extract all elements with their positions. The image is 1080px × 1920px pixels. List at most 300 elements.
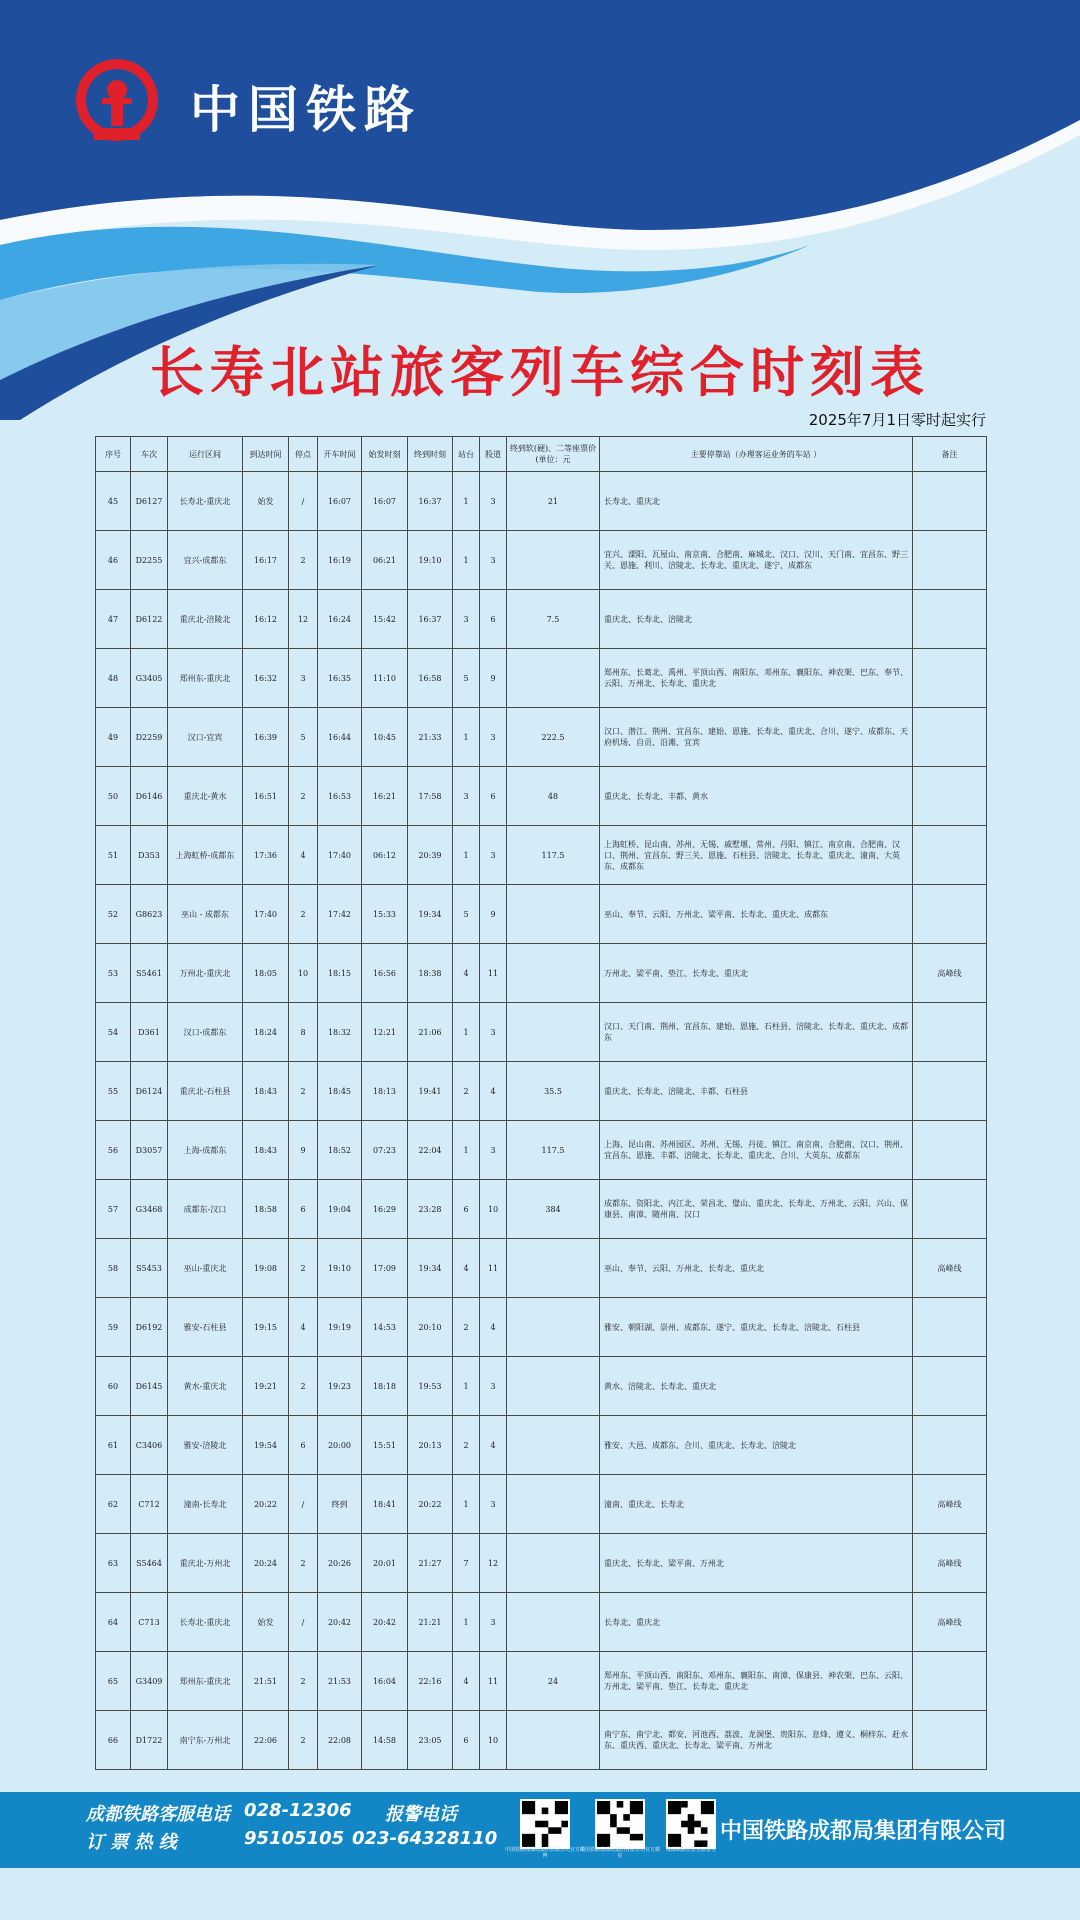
table-cell: [507, 1534, 600, 1593]
table-cell: D2255: [131, 531, 168, 590]
table-cell: 51: [96, 826, 131, 885]
table-row: [96, 1003, 987, 1062]
table-cell: [507, 1003, 600, 1062]
table-cell: [507, 1593, 600, 1652]
table-cell: D6146: [131, 767, 168, 826]
table-cell: 16:37: [408, 590, 453, 649]
table-cell: 22:04: [408, 1121, 453, 1180]
page-title: 长寿北站旅客列车综合时刻表: [150, 341, 930, 404]
table-cell: 上海-成都东: [168, 1121, 243, 1180]
table-cell: 3: [480, 708, 507, 767]
table-cell: 5: [453, 649, 480, 708]
table-cell: 4: [289, 826, 318, 885]
table-cell: 60: [96, 1357, 131, 1416]
table-cell: 17:36: [243, 826, 289, 885]
table-cell: 19:10: [408, 531, 453, 590]
table-cell: 18:45: [318, 1062, 362, 1121]
table-cell: [507, 531, 600, 590]
table-cell: 2: [289, 1711, 318, 1770]
table-cell: 2: [289, 885, 318, 944]
table-cell: 雅安、大邑、成都东、合川、重庆北、长寿北、涪陵北: [600, 1416, 913, 1475]
table-cell: [913, 885, 987, 944]
table-cell: 23:28: [408, 1180, 453, 1239]
table-row: [96, 1534, 987, 1593]
table-cell: 22:16: [408, 1652, 453, 1711]
table-cell: 万州北、梁平南、垫江、长寿北、重庆北: [600, 944, 913, 1003]
table-cell: D3057: [131, 1121, 168, 1180]
table-cell: 16:24: [318, 590, 362, 649]
table-cell: [507, 1239, 600, 1298]
column-header: 开车时间: [318, 437, 362, 472]
table-cell: 上海、昆山南、苏州园区、苏州、无锡、丹徒、镇江、南京南、合肥南、汉口、荆州、宜昌东、恩施、丰都、涪陵北、长寿北、重庆北、合川、大英东、成都东: [600, 1121, 913, 1180]
table-cell: 终到: [318, 1475, 362, 1534]
table-cell: [913, 1180, 987, 1239]
table-cell: 1: [453, 1003, 480, 1062]
table-cell: 24: [507, 1652, 600, 1711]
table-cell: 4: [453, 1239, 480, 1298]
table-cell: 17:42: [318, 885, 362, 944]
table-cell: 重庆北-涪陵北: [168, 590, 243, 649]
table-cell: [507, 944, 600, 1003]
qr-code-weibo[interactable]: [520, 1799, 570, 1849]
table-cell: 47: [96, 590, 131, 649]
table-cell: 16:44: [318, 708, 362, 767]
timetable: [95, 436, 987, 1770]
table-cell: 8: [289, 1003, 318, 1062]
table-cell: 12: [480, 1534, 507, 1593]
table-cell: [507, 1711, 600, 1770]
table-cell: 20:42: [318, 1593, 362, 1652]
table-cell: 7: [453, 1534, 480, 1593]
table-cell: G3405: [131, 649, 168, 708]
table-row: [96, 708, 987, 767]
table-cell: [913, 531, 987, 590]
table-cell: 45: [96, 472, 131, 531]
table-row: [96, 649, 987, 708]
table-cell: S5461: [131, 944, 168, 1003]
table-cell: 11: [480, 1652, 507, 1711]
table-cell: 35.5: [507, 1062, 600, 1121]
table-cell: 18:52: [318, 1121, 362, 1180]
booking-phone[interactable]: 95105105: [244, 1828, 345, 1849]
china-railway-logo: [72, 58, 162, 148]
table-cell: 重庆北、长寿北、涪陵北、丰都、石柱县: [600, 1062, 913, 1121]
table-cell: 重庆北-石柱县: [168, 1062, 243, 1121]
table-cell: 53: [96, 944, 131, 1003]
table-cell: 黄水-重庆北: [168, 1357, 243, 1416]
table-cell: 2: [289, 1534, 318, 1593]
table-cell: 潼南-长寿北: [168, 1475, 243, 1534]
table-body: [96, 472, 987, 1770]
table-row: [96, 885, 987, 944]
service-phone[interactable]: 028-12306: [244, 1800, 352, 1821]
qr-code-wechat[interactable]: [595, 1799, 645, 1849]
table-cell: D6192: [131, 1298, 168, 1357]
table-cell: [913, 1121, 987, 1180]
table-cell: 16:29: [362, 1180, 408, 1239]
table-cell: 6: [480, 590, 507, 649]
table-row: [96, 1298, 987, 1357]
table-row: [96, 1416, 987, 1475]
table-cell: 高峰线: [913, 1534, 987, 1593]
table-row: [96, 1062, 987, 1121]
table-cell: 19:54: [243, 1416, 289, 1475]
table-cell: 巫山、奉节、云阳、万州北、长寿北、重庆北: [600, 1239, 913, 1298]
table-cell: 16:51: [243, 767, 289, 826]
table-cell: 58: [96, 1239, 131, 1298]
table-cell: 66: [96, 1711, 131, 1770]
table-cell: 16:35: [318, 649, 362, 708]
table-cell: 1: [453, 1475, 480, 1534]
table-cell: 117.5: [507, 1121, 600, 1180]
table-cell: [913, 1652, 987, 1711]
table-cell: 19:34: [408, 885, 453, 944]
table-cell: 16:56: [362, 944, 408, 1003]
table-cell: 3: [480, 1593, 507, 1652]
table-cell: S5464: [131, 1534, 168, 1593]
table-cell: 06:21: [362, 531, 408, 590]
table-cell: 巫山-重庆北: [168, 1239, 243, 1298]
table-cell: 48: [507, 767, 600, 826]
table-cell: 4: [453, 1652, 480, 1711]
column-header: 主要停靠站（办理客运业务的车站 ）: [600, 437, 913, 472]
table-cell: 4: [480, 1416, 507, 1475]
table-cell: 2: [453, 1062, 480, 1121]
table-cell: D6124: [131, 1062, 168, 1121]
table-cell: 1: [453, 708, 480, 767]
table-cell: 52: [96, 885, 131, 944]
table-cell: D361: [131, 1003, 168, 1062]
table-cell: 3: [480, 1357, 507, 1416]
table-cell: 22:08: [318, 1711, 362, 1770]
table-cell: 南宁东、南宁北、都安、河池西、荔波、龙洞堡、贵阳东、息烽、遵义、桐梓东、赶水东、重庆西、重庆北、长寿北、梁平南、万州北: [600, 1711, 913, 1770]
table-cell: 20:13: [408, 1416, 453, 1475]
table-cell: 20:22: [243, 1475, 289, 1534]
table-cell: 1: [453, 531, 480, 590]
table-cell: 3: [453, 590, 480, 649]
table-cell: 16:39: [243, 708, 289, 767]
table-cell: [913, 1416, 987, 1475]
table-cell: 62: [96, 1475, 131, 1534]
table-cell: 9: [480, 649, 507, 708]
table-cell: G8623: [131, 885, 168, 944]
table-cell: 始发: [243, 1593, 289, 1652]
table-cell: 雅安、朝阳湖、崇州、成都东、遂宁、重庆北、长寿北、涪陵北、石柱县: [600, 1298, 913, 1357]
table-cell: 2: [289, 1652, 318, 1711]
table-cell: 57: [96, 1180, 131, 1239]
table-cell: 21:33: [408, 708, 453, 767]
table-row: [96, 590, 987, 649]
table-row: [96, 531, 987, 590]
table-cell: C713: [131, 1593, 168, 1652]
table-cell: 19:41: [408, 1062, 453, 1121]
table-cell: 高峰线: [913, 1593, 987, 1652]
table-cell: 49: [96, 708, 131, 767]
table-cell: 15:51: [362, 1416, 408, 1475]
table-row: [96, 1357, 987, 1416]
column-header: 车次: [131, 437, 168, 472]
table-cell: 20:10: [408, 1298, 453, 1357]
table-cell: 郑州东-重庆北: [168, 1652, 243, 1711]
service-label: 成都铁路客服电话: [86, 1804, 230, 1825]
table-cell: 61: [96, 1416, 131, 1475]
table-cell: 21:21: [408, 1593, 453, 1652]
table-cell: 20:24: [243, 1534, 289, 1593]
table-cell: 23:05: [408, 1711, 453, 1770]
table-cell: 长寿北-重庆北: [168, 472, 243, 531]
table-cell: 雅安-涪陵北: [168, 1416, 243, 1475]
table-cell: 16:21: [362, 767, 408, 826]
table-cell: 22:06: [243, 1711, 289, 1770]
table-row: [96, 472, 987, 531]
table-cell: 16:37: [408, 472, 453, 531]
table-cell: 117.5: [507, 826, 600, 885]
table-cell: 1: [453, 1593, 480, 1652]
table-cell: 17:40: [243, 885, 289, 944]
table-row: [96, 1180, 987, 1239]
table-cell: 重庆北、长寿北、丰都、黄水: [600, 767, 913, 826]
table-cell: 11:10: [362, 649, 408, 708]
table-cell: /: [289, 1593, 318, 1652]
table-cell: 郑州东、长葛北、禹州、平顶山西、南阳东、邓州东、襄阳东、神农架、巴东、奉节、云阳、万州北、长寿北、重庆北: [600, 649, 913, 708]
table-cell: 高峰线: [913, 1239, 987, 1298]
table-cell: 18:05: [243, 944, 289, 1003]
table-cell: 16:17: [243, 531, 289, 590]
table-cell: /: [289, 472, 318, 531]
table-cell: 宜兴、溧阳、瓦屋山、南京南、合肥南、麻城北、汉口、汉川、天门南、宜昌东、野三关、恩施、利川、涪陵北、长寿北、重庆北、遂宁、成都东: [600, 531, 913, 590]
column-header: 站台: [453, 437, 480, 472]
column-header: 停点: [289, 437, 318, 472]
table-cell: 黄水、涪陵北、长寿北、重庆北: [600, 1357, 913, 1416]
table-row: [96, 767, 987, 826]
table-cell: 15:42: [362, 590, 408, 649]
column-header: 终到时刻: [408, 437, 453, 472]
table-cell: 21:53: [318, 1652, 362, 1711]
table-cell: 18:41: [362, 1475, 408, 1534]
police-phone[interactable]: 023-64328110: [352, 1828, 498, 1849]
table-cell: 成都东-汉口: [168, 1180, 243, 1239]
table-cell: 10:45: [362, 708, 408, 767]
table-cell: C712: [131, 1475, 168, 1534]
table-cell: 19:10: [318, 1239, 362, 1298]
table-cell: 19:21: [243, 1357, 289, 1416]
table-cell: D2259: [131, 708, 168, 767]
table-cell: 14:58: [362, 1711, 408, 1770]
table-cell: 万州北-重庆北: [168, 944, 243, 1003]
table-cell: 19:08: [243, 1239, 289, 1298]
table-cell: 巫山 - 成都东: [168, 885, 243, 944]
table-cell: 19:15: [243, 1298, 289, 1357]
table-cell: 1: [453, 1357, 480, 1416]
table-cell: 重庆北-黄水: [168, 767, 243, 826]
table-row: [96, 944, 987, 1003]
table-cell: 20:01: [362, 1534, 408, 1593]
table-cell: 18:38: [408, 944, 453, 1003]
table-cell: 3: [289, 649, 318, 708]
table-cell: 18:43: [243, 1121, 289, 1180]
table-cell: 65: [96, 1652, 131, 1711]
table-cell: 7.5: [507, 590, 600, 649]
booking-label: 订 票 热 线: [86, 1832, 177, 1853]
table-cell: 高峰线: [913, 944, 987, 1003]
table-cell: 2: [289, 767, 318, 826]
table-cell: 2: [289, 1357, 318, 1416]
table-cell: 汉口-宜宾: [168, 708, 243, 767]
table-cell: 5: [289, 708, 318, 767]
table-cell: 3: [480, 1475, 507, 1534]
table-cell: 9: [480, 885, 507, 944]
table-cell: [913, 826, 987, 885]
column-header: 运行区间: [168, 437, 243, 472]
table-row: [96, 1652, 987, 1711]
brand-name: 中国铁路: [190, 81, 422, 139]
table-cell: /: [289, 1475, 318, 1534]
table-cell: 1: [453, 472, 480, 531]
table-cell: 10: [289, 944, 318, 1003]
table-cell: 20:00: [318, 1416, 362, 1475]
column-header: 序号: [96, 437, 131, 472]
table-cell: 长寿北、重庆北: [600, 1593, 913, 1652]
table-cell: 3: [480, 472, 507, 531]
table-cell: 重庆北-万州北: [168, 1534, 243, 1593]
table-cell: 3: [480, 826, 507, 885]
table-cell: 2: [453, 1416, 480, 1475]
table-row: [96, 1239, 987, 1298]
table-cell: S5453: [131, 1239, 168, 1298]
table-cell: G3468: [131, 1180, 168, 1239]
table-cell: 11: [480, 944, 507, 1003]
table-cell: 18:13: [362, 1062, 408, 1121]
table-cell: 4: [453, 944, 480, 1003]
table-cell: D6127: [131, 472, 168, 531]
table-cell: 3: [453, 767, 480, 826]
table-cell: 3: [480, 1121, 507, 1180]
table-cell: 18:15: [318, 944, 362, 1003]
table-cell: D6122: [131, 590, 168, 649]
table-cell: 10: [480, 1180, 507, 1239]
table-cell: 19:19: [318, 1298, 362, 1357]
column-header: 始发时刻: [362, 437, 408, 472]
table-cell: 18:18: [362, 1357, 408, 1416]
table-cell: 63: [96, 1534, 131, 1593]
table-cell: [507, 885, 600, 944]
table-cell: 17:40: [318, 826, 362, 885]
qr-caption-weibo: 中国铁路成都局集团有限公司官方微博: [505, 1847, 586, 1859]
table-cell: [913, 708, 987, 767]
table-cell: 07:23: [362, 1121, 408, 1180]
table-cell: 17:58: [408, 767, 453, 826]
table-cell: 20:42: [362, 1593, 408, 1652]
table-cell: 6: [289, 1180, 318, 1239]
table-cell: 16:07: [318, 472, 362, 531]
table-cell: 上海虹桥-成都东: [168, 826, 243, 885]
table-cell: 汉口、潜江、荆州、宜昌东、建始、恩施、长寿北、重庆北、合川、遂宁、成都东、天府机场、自贡、沿滩、宜宾: [600, 708, 913, 767]
table-cell: 48: [96, 649, 131, 708]
table-cell: 10: [480, 1711, 507, 1770]
table-cell: 汉口-成都东: [168, 1003, 243, 1062]
table-cell: 16:58: [408, 649, 453, 708]
table-cell: D353: [131, 826, 168, 885]
table-cell: 2: [289, 1239, 318, 1298]
table-cell: 6: [480, 767, 507, 826]
table-cell: 6: [453, 1711, 480, 1770]
column-header: 备注: [913, 437, 987, 472]
table-cell: [913, 649, 987, 708]
table-cell: 50: [96, 767, 131, 826]
table-cell: 4: [480, 1298, 507, 1357]
table-cell: 16:07: [362, 472, 408, 531]
table-cell: 54: [96, 1003, 131, 1062]
table-cell: G3409: [131, 1652, 168, 1711]
table-row: [96, 1121, 987, 1180]
qr-caption-police: 成都铁路公安官微警务: [665, 1847, 716, 1853]
table-cell: [913, 1298, 987, 1357]
table-cell: C3406: [131, 1416, 168, 1475]
table-cell: 汉口、天门南、荆州、宜昌东、建始、恩施、石柱县、涪陵北、长寿北、重庆北、成都东: [600, 1003, 913, 1062]
table-cell: [913, 1062, 987, 1121]
column-header: 股道: [480, 437, 507, 472]
organization-name: 中国铁路成都局集团有限公司: [720, 1819, 1007, 1844]
table-cell: 06:12: [362, 826, 408, 885]
table-cell: 21:06: [408, 1003, 453, 1062]
table-cell: 2: [289, 1062, 318, 1121]
column-header: 终到软(硬)、二等座票价(单位：元: [507, 437, 600, 472]
table-cell: 3: [480, 1003, 507, 1062]
table-cell: 雅安-石柱县: [168, 1298, 243, 1357]
table-row: [96, 1711, 987, 1770]
table-cell: 长寿北-重庆北: [168, 1593, 243, 1652]
table-cell: 20:39: [408, 826, 453, 885]
qr-caption-wechat: 中国铁路成都局集团有限公司官方微信: [580, 1847, 661, 1859]
table-cell: [507, 649, 600, 708]
table-cell: 19:53: [408, 1357, 453, 1416]
table-cell: 222.5: [507, 708, 600, 767]
table-cell: 5: [453, 885, 480, 944]
table-cell: 上海虹桥、昆山南、苏州、无锡、戚墅堰、常州、丹阳、镇江、南京南、合肥南、汉口、荆州、宜昌东、野三关、恩施、石柱县、涪陵北、长寿北、重庆北、潼南、大英东、成都东: [600, 826, 913, 885]
table-cell: 21:51: [243, 1652, 289, 1711]
table-cell: [913, 1003, 987, 1062]
table-cell: 19:34: [408, 1239, 453, 1298]
qr-code-police[interactable]: [666, 1799, 716, 1849]
table-header-row: [96, 437, 987, 472]
table-cell: 16:12: [243, 590, 289, 649]
table-cell: 潼南、重庆北、长寿北: [600, 1475, 913, 1534]
table-row: [96, 1593, 987, 1652]
table-cell: 55: [96, 1062, 131, 1121]
table-cell: 56: [96, 1121, 131, 1180]
table-cell: 宜兴-成都东: [168, 531, 243, 590]
table-cell: 18:32: [318, 1003, 362, 1062]
table-cell: 14:53: [362, 1298, 408, 1357]
table-cell: 重庆北、长寿北、梁平南、万州北: [600, 1534, 913, 1593]
table-cell: 16:04: [362, 1652, 408, 1711]
table-cell: 18:24: [243, 1003, 289, 1062]
table-cell: 2: [289, 531, 318, 590]
table-cell: 12: [289, 590, 318, 649]
table-cell: [913, 590, 987, 649]
table-cell: 重庆北、长寿北、涪陵北: [600, 590, 913, 649]
table-cell: 南宁东-万州北: [168, 1711, 243, 1770]
table-cell: 16:53: [318, 767, 362, 826]
table-cell: 17:09: [362, 1239, 408, 1298]
table-cell: 4: [480, 1062, 507, 1121]
table-cell: [913, 1357, 987, 1416]
table-cell: 9: [289, 1121, 318, 1180]
table-cell: 成都东、资阳北、内江北、荣昌北、璧山、重庆北、长寿北、万州北、云阳、兴山、保康县、南漳、随州南、汉口: [600, 1180, 913, 1239]
table-cell: 郑州东、平顶山西、南阳东、邓州东、襄阳东、南漳、保康县、神农架、巴东、云阳、万州北、梁平南、垫江、长寿北、重庆北: [600, 1652, 913, 1711]
table-cell: 11: [480, 1239, 507, 1298]
table-cell: 4: [289, 1298, 318, 1357]
